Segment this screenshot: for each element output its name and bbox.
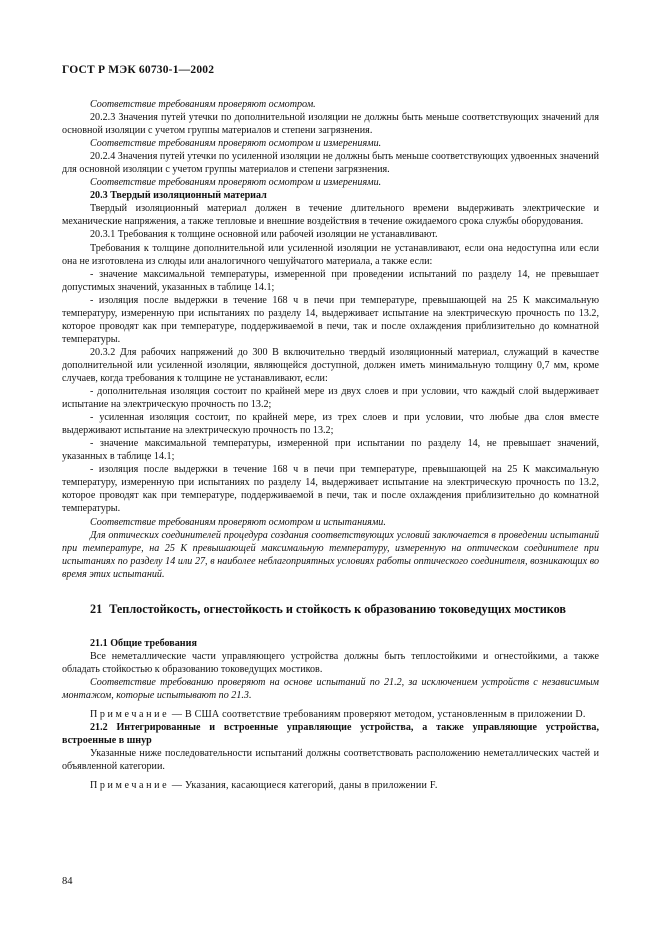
paragraph: Указанные ниже последовательности испытаний должны соответствовать расположению неметаллических частей и объявленной категории. — [62, 748, 599, 773]
paragraph: Для оптических соединителей процедура создания соответствующих условий заключается в проведении испытаний при температуре, на 25 К превышающей максимальную температуру, измеренную на оптическом соединителе при испытаниях по разделу 14 или 27, в наиболее неблагоприятных условиях работы оптического соединителя, возникающих во время этих испытаний. — [62, 529, 599, 580]
note — [62, 708, 599, 721]
section-number: 21 — [90, 601, 103, 616]
compliance-text: Соответствие требованию проверяют на основе испытаний по 21.2, за исключением устройств с независимым монтажом, которые испытывают по 21.3. — [62, 676, 599, 701]
paragraph: Требования к толщине дополнительной или усиленной изоляции не устанавливают, если она недоступна или если она не изготовлена из слюды или аналогичного чешуйчатого материала, а также если: — [62, 242, 599, 267]
paragraph: 20.2.3 Значения путей утечки по дополнительной изоляции не должны быть меньше соответствующих значений для основной изоляции с учетом группы материалов и степени загрязнения. — [62, 112, 599, 137]
section-21-heading — [90, 601, 599, 617]
page-number: 84 — [62, 876, 73, 887]
section-title: Теплостойкость, огнестойкость и стойкость к образованию токоведущих мостиков — [109, 601, 566, 616]
paragraph: - изоляция после выдержки в течение 168 ч в печи при температуре, превышающей на 25 К максимальную температуру, измеренную при испытаниях по разделу 14, выдерживает испытание на электрическую прочность по 13.2, которое проводят как при температуре, поддерживаемой в печи, так и после охлаждения приблизительно до комнатной температуры. — [62, 294, 599, 345]
paragraph: - дополнительная изоляция состоит по крайней мере из двух слоев и при условии, что каждый слой выдерживает испытание на электрическую прочность по 13.2; — [62, 386, 599, 411]
note-text: — В США соответствие требованиям проверяют методом, установленным в приложении D. — [169, 708, 586, 720]
paragraph: - значение максимальной температуры, измеренной при проведении испытаний по разделу 14, не превышает допустимых значений, указанных в таблице 14.1; — [62, 268, 599, 293]
paragraph: Твердый изоляционный материал должен в течение длительного времени выдерживать электрические и механические напряжения, а также тепловые и внешние воздействия в течение ожидаемого срока службы оборудования. — [62, 203, 599, 228]
paragraph: - изоляция после выдержки в течение 168 ч в печи при температуре, превышающей на 25 К максимальную температуру, измеренную при испытаниях по разделу 14, выдерживает испытание на электрическую прочность по 13.2, которое проводят как при температуре, поддерживаемой в печи, так и после охлаждения приблизительно до комнатной температуры. — [62, 464, 599, 515]
note-text: — Указания, касающиеся категорий, даны в приложении F. — [169, 780, 438, 792]
page-body — [62, 64, 599, 792]
section-20-text — [62, 98, 599, 581]
note — [62, 779, 599, 792]
paragraph: Соответствие требованиям проверяют осмотром и измерениями. — [90, 138, 382, 150]
paragraph: 20.2.4 Значения путей утечки по усиленной изоляции не должны быть меньше соответствующих удвоенных значений для основной изоляции с учетом группы материалов и степени загрязнения. — [62, 151, 599, 176]
paragraph: Соответствие требованиям проверяют осмотром и измерениями. — [90, 177, 382, 189]
note-label: Примечание — [90, 780, 170, 792]
paragraph: 20.3 Твердый изоляционный материал — [90, 190, 267, 202]
paragraph: 20.3.2 Для рабочих напряжений до 300 В включительно твердый изоляционный материал, служащий в качестве дополнительной или усиленной изоляции, являющейся доступной, должен иметь минимальную толщину 0,7 мм, кроме случаев, когда требования к толщине не устанавливают, если: — [62, 346, 599, 384]
note-label: Примечание — [90, 708, 170, 720]
subsection-21-2-heading: 21.2 Интегрированные и встроенные управляющие устройства, а также управляющие устройства, встроенные в шнур — [62, 722, 599, 747]
document-header: ГОСТ Р МЭК 60730-1—2002 — [62, 64, 215, 76]
paragraph: 20.3.1 Требования к толщине основной или рабочей изоляции не устанавливают. — [90, 229, 438, 241]
paragraph: Соответствие требованиям проверяют осмотром и испытаниями. — [90, 516, 386, 528]
subsection-21-1-heading: 21.1 Общие требования — [90, 637, 197, 649]
paragraph: - усиленная изоляция состоит, по крайней мере, из трех слоев и при условии, что любые два слоя вместе выдерживают испытание на электрическую прочность по 13.2; — [62, 412, 599, 437]
paragraph: - значение максимальной температуры, измеренной при испытании по разделу 14, не превышает значений, указанных в таблице 14.1; — [62, 438, 599, 463]
paragraph: Соответствие требованиям проверяют осмотром. — [90, 99, 316, 110]
paragraph: Все неметаллические части управляющего устройства должны быть теплостойкими и огнестойкими, а также обладать стойкостью к образованию токоведущих мостиков. — [62, 650, 599, 675]
